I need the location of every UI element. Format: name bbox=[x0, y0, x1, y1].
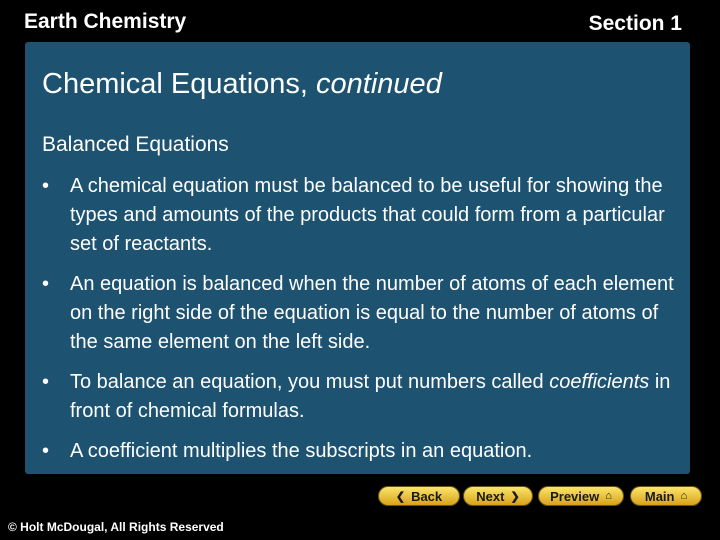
bullet-dot: • bbox=[42, 273, 50, 295]
bullet-item bbox=[42, 437, 690, 466]
chevron-left-icon: ❮ bbox=[395, 490, 406, 503]
bullet-text: A chemical equation must be balanced to be useful for showing the types and amounts of the products that could form from a particular set of reactants. bbox=[70, 175, 665, 255]
slide-title bbox=[42, 68, 442, 101]
slide-title-main: Chemical Equations, bbox=[42, 68, 308, 100]
bullet-text: An equation is balanced when the number of atoms of each element on the right side of the equation is equal to the number of atoms of the same element on the left side. bbox=[70, 273, 674, 353]
bullet-item bbox=[42, 270, 690, 357]
home-icon: ⌂ bbox=[605, 490, 612, 502]
main-label: Main bbox=[644, 488, 675, 504]
next-button[interactable] bbox=[463, 486, 533, 506]
slide-title-sub: continued bbox=[316, 68, 442, 100]
bullet-list bbox=[42, 172, 690, 477]
header-subject: Earth Chemistry bbox=[24, 10, 187, 33]
bullet-text-before: To balance an equation, you must put numbers called bbox=[70, 371, 544, 393]
bullet-text-after: in front of chemical formulas. bbox=[70, 371, 671, 422]
bullet-dot: • bbox=[42, 371, 50, 393]
preview-button[interactable] bbox=[538, 486, 624, 506]
bullet-text: A coefficient multiplies the subscripts in an equation. bbox=[70, 440, 533, 462]
header-section: Section 1 bbox=[588, 12, 682, 35]
bullet-dot: • bbox=[42, 175, 50, 197]
chevron-right-icon: ❯ bbox=[510, 490, 520, 503]
back-button[interactable] bbox=[378, 486, 460, 506]
copyright-footer: © Holt McDougal, All Rights Reserved bbox=[8, 520, 224, 534]
main-button[interactable] bbox=[630, 486, 702, 506]
next-label: Next bbox=[476, 488, 505, 504]
home-icon: ⌂ bbox=[680, 490, 688, 502]
bullet-emphasis: coefficients bbox=[549, 371, 650, 393]
bullet-dot: • bbox=[42, 440, 50, 462]
preview-label: Preview bbox=[550, 488, 600, 504]
bullet-item bbox=[42, 368, 690, 426]
back-label: Back bbox=[411, 488, 443, 504]
bullet-item bbox=[42, 172, 690, 259]
subheading: Balanced Equations bbox=[42, 133, 229, 156]
